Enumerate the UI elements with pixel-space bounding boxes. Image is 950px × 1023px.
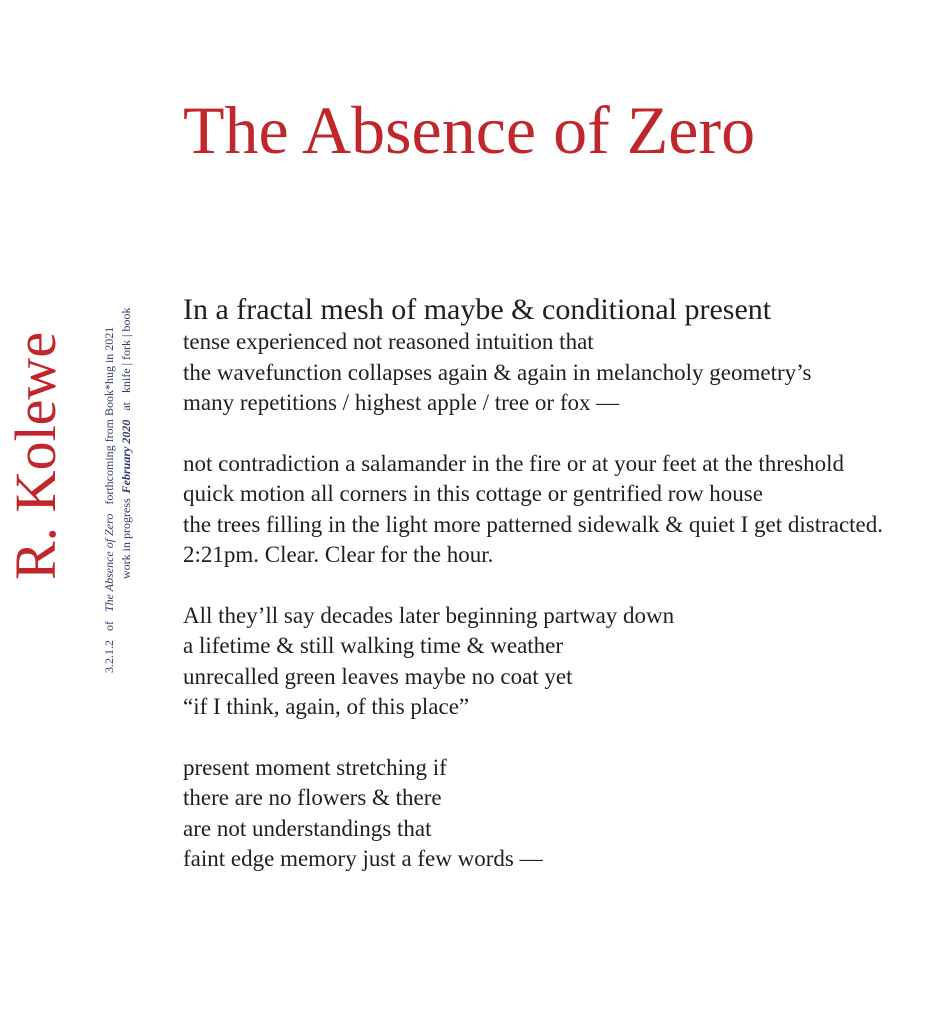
stanza-1 [183,293,883,419]
poem-line: faint edge memory just a few words — [183,846,543,871]
author-name: R. Kolewe [3,331,68,580]
poem-line: In a fractal mesh of maybe & conditional present [183,293,772,326]
at-label: at [119,402,133,411]
of-label: of [102,621,116,631]
publication-note: forthcoming from Book*hug in 2021 [102,326,116,505]
publication-date: February 2020 [119,419,133,494]
poem-line: “if I think, again, of this place” [183,694,470,719]
section-number: 3.2.1.2 [102,640,116,673]
book-title: The Absence of Zero [102,513,116,612]
publication-info [101,282,137,682]
poem-line: All they’ll say decades later beginning partway down [183,602,675,628]
poem [183,293,883,905]
poem-line: 2:21pm. Clear. Clear for the hour. [183,542,494,567]
stanza-3 [183,601,883,723]
poem-line: present moment stretching if [183,754,447,780]
stanza-2 [183,449,883,571]
poem-line: the wavefunction collapses again & again in melancholy geometry’s [183,359,812,385]
poem-line: quick motion all corners in this cottage or gentrified row house [183,481,763,506]
publication-info-line-1 [101,282,118,682]
site-name: knife | fork | book [119,307,133,393]
stanza-4 [183,753,883,875]
page-title: The Absence of Zero [183,92,756,168]
poem-line: are not understandings that [183,815,432,841]
publication-info-line-2 [118,282,135,682]
poem-line: a lifetime & still walking time & weather [183,633,564,658]
poem-line: not contradiction a salamander in the fire or at your feet at the threshold [183,450,845,476]
poem-line: unrecalled green leaves maybe no coat yet [183,663,573,689]
poem-line: the trees filling in the light more patterned sidewalk & quiet I get distracted. [183,511,884,537]
poem-line: there are no flowers & there [183,785,442,810]
status-label: work in progress [119,498,133,579]
poem-line: tense experienced not reasoned intuition that [183,329,594,354]
poem-line: many repetitions / highest apple / tree or fox — [183,390,620,415]
